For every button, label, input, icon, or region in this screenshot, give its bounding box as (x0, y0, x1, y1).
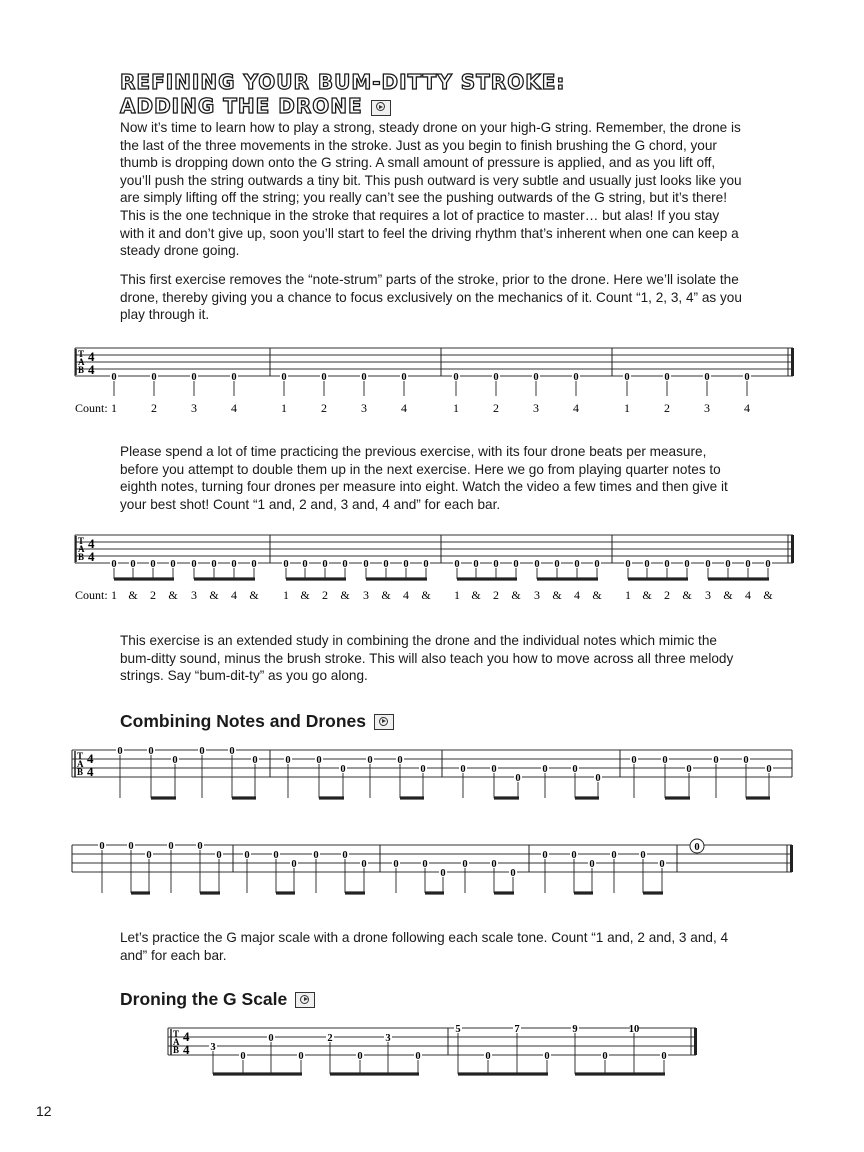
tab-clef-letter: A (78, 357, 85, 367)
beam (345, 891, 365, 894)
beam (200, 891, 220, 894)
tab-clef-letter: T (78, 349, 85, 359)
fret-number: 0 (571, 850, 577, 861)
count-symbol: 4 (403, 588, 409, 602)
tab-clef-letter: B (78, 552, 85, 562)
beam (131, 891, 150, 894)
count-number: 1 (281, 401, 287, 415)
fret-number: 0 (473, 559, 479, 570)
fret-number: 0 (393, 859, 399, 870)
fret-number: 0 (170, 559, 176, 570)
fret-number: 0 (493, 559, 499, 570)
fret-number: 0 (554, 559, 560, 570)
count-symbol: 1 (454, 588, 460, 602)
count-number: 2 (151, 401, 157, 415)
count-number: 4 (744, 401, 750, 415)
count-symbol: 2 (150, 588, 156, 602)
fret-number: 0 (624, 372, 630, 383)
count-symbol: & (592, 588, 602, 602)
final-bar-line (791, 348, 794, 376)
beam (575, 796, 599, 799)
beam (366, 577, 427, 580)
fret-number: 0 (704, 372, 710, 383)
count-symbol: & (381, 588, 391, 602)
fret-number: 0 (440, 868, 446, 879)
count-symbol: 2 (493, 588, 499, 602)
fret-number: 0 (401, 372, 407, 383)
tab-clef-letter: B (78, 365, 85, 375)
fret-number: 0 (252, 755, 258, 766)
count-number: 3 (361, 401, 367, 415)
fret-number: 0 (111, 372, 117, 383)
fret-number: 0 (493, 372, 499, 383)
count-symbol: 4 (574, 588, 580, 602)
time-signature-bottom: 4 (88, 362, 95, 377)
fret-number: 0 (99, 841, 105, 852)
droning-title: Droning the G Scale (120, 988, 315, 1010)
beam (458, 1072, 548, 1075)
fret-number: 0 (268, 1033, 274, 1044)
fret-number: 0 (231, 559, 237, 570)
count-symbol: & (340, 588, 350, 602)
fret-number: 9 (572, 1024, 578, 1035)
count-number: 4 (231, 401, 237, 415)
fret-number: 0 (542, 850, 548, 861)
fret-number: 0 (513, 559, 519, 570)
count-symbol: & (552, 588, 562, 602)
fret-number: 0 (625, 559, 631, 570)
count-number: 4 (573, 401, 579, 415)
time-signature-top: 4 (87, 751, 94, 766)
tab-clef-letter: B (77, 767, 84, 777)
fret-number: 0 (285, 755, 291, 766)
fret-number: 0 (664, 559, 670, 570)
time-signature-top: 4 (88, 536, 95, 551)
fret-number: 0 (150, 559, 156, 570)
fret-number: 0 (342, 850, 348, 861)
fret-number: 0 (117, 746, 123, 757)
count-number: 3 (704, 401, 710, 415)
fret-number: 0 (321, 372, 327, 383)
section-heading (120, 70, 565, 118)
fret-number: 0 (460, 764, 466, 775)
fret-number: 0 (397, 755, 403, 766)
count-symbol: & (168, 588, 178, 602)
fret-number: 10 (628, 1024, 640, 1035)
exercise1-intro: This first exercise removes the “note-strum” parts of the stroke, prior to the drone. Here we’ll isolate the drone, thereby giving you a chance to focus exclusively on the mechanics of it. Count “1, 2, 3, 4” as you play through it. (120, 272, 742, 323)
count-symbol: 1 (283, 588, 289, 602)
time-signature-top: 4 (183, 1029, 190, 1044)
fret-number: 0 (744, 372, 750, 383)
tab-clef-letter: A (173, 1037, 180, 1047)
final-bar-line (790, 845, 793, 872)
fret-number: 0 (281, 372, 287, 383)
fret-number: 0 (661, 1051, 667, 1062)
final-bar-line (791, 535, 794, 563)
beam (494, 796, 519, 799)
play-video-icon[interactable] (295, 992, 315, 1008)
count-symbol: 3 (534, 588, 540, 602)
fret-number: 0 (694, 842, 700, 853)
fret-number: 0 (766, 764, 772, 775)
fret-number: 0 (705, 559, 711, 570)
beam (286, 577, 346, 580)
heading-line-1: REFINING YOUR BUM-DITTY STROKE: (120, 70, 566, 94)
fret-number: 0 (664, 372, 670, 383)
tab-clef-letter: T (173, 1029, 180, 1039)
fret-number: 3 (385, 1033, 391, 1044)
fret-number: 0 (361, 859, 367, 870)
fret-number: 0 (602, 1051, 608, 1062)
play-video-icon[interactable] (374, 714, 394, 730)
fret-number: 0 (251, 559, 257, 570)
fret-number: 0 (662, 755, 668, 766)
fret-number: 0 (191, 559, 197, 570)
fret-number: 2 (327, 1033, 333, 1044)
count-symbol: 3 (363, 588, 369, 602)
beam (232, 796, 256, 799)
count-symbol: 3 (191, 588, 197, 602)
fret-number: 0 (342, 559, 348, 570)
count-symbol: & (763, 588, 773, 602)
fret-number: 0 (415, 1051, 421, 1062)
scale-intro: Let’s practice the G major scale with a drone following each scale tone. Count “1 and, 2 and, 3 and, 4 and” for each bar. (120, 930, 729, 963)
fret-number: 0 (229, 746, 235, 757)
time-signature-bottom: 4 (183, 1042, 190, 1057)
beam (665, 796, 690, 799)
beam (494, 891, 514, 894)
fret-number: 0 (533, 372, 539, 383)
tab-clef-letter: B (173, 1045, 180, 1055)
count-label: Count: (75, 401, 108, 415)
fret-number: 0 (594, 559, 600, 570)
count-symbol: 2 (322, 588, 328, 602)
drone-quarter-tab (70, 343, 800, 423)
combining-tab-line-1 (70, 742, 800, 804)
fret-number: 0 (573, 372, 579, 383)
count-symbol: & (723, 588, 733, 602)
fret-number: 0 (453, 372, 459, 383)
fret-number: 0 (216, 850, 222, 861)
fret-number: 0 (595, 773, 601, 784)
beam (319, 796, 344, 799)
count-symbol: 2 (664, 588, 670, 602)
fret-number: 0 (273, 850, 279, 861)
final-bar-line (694, 1028, 697, 1055)
fret-number: 0 (151, 372, 157, 383)
fret-number: 0 (534, 559, 540, 570)
fret-number: 0 (191, 372, 197, 383)
count-symbol: & (249, 588, 259, 602)
fret-number: 0 (574, 559, 580, 570)
fret-number: 0 (420, 764, 426, 775)
exercise2-intro: Please spend a lot of time practicing the previous exercise, with its four drone beats per measure, before you attempt to double them up in the next exercise. Here we go from playing quarter notes to eighth notes, turning four drones per measure into eight. Watch the video a few times and then give it your best shot! Count “1 and, 2 and, 3 and, 4 and” for each bar. (120, 444, 728, 512)
combining-tab-line-2 (70, 837, 800, 899)
fret-number: 0 (316, 755, 322, 766)
fret-number: 0 (491, 859, 497, 870)
fret-number: 0 (197, 841, 203, 852)
drone-eighth-tab (70, 530, 800, 610)
fret-number: 0 (313, 850, 319, 861)
fret-number: 0 (423, 559, 429, 570)
beam (457, 577, 517, 580)
play-video-icon[interactable] (371, 100, 391, 116)
tab-clef-letter: T (77, 751, 84, 761)
count-symbol: & (471, 588, 481, 602)
fret-number: 0 (322, 559, 328, 570)
fret-number: 0 (640, 850, 646, 861)
count-number: 1 (624, 401, 630, 415)
beam (194, 577, 255, 580)
count-label: Count: (75, 588, 108, 602)
fret-number: 0 (302, 559, 308, 570)
count-symbol: 4 (231, 588, 237, 602)
fret-number: 0 (199, 746, 205, 757)
fret-number: 0 (244, 850, 250, 861)
beam (643, 891, 663, 894)
count-number: 4 (401, 401, 407, 415)
fret-number: 0 (231, 372, 237, 383)
count-symbol: 1 (625, 588, 631, 602)
fret-number: 0 (725, 559, 731, 570)
count-symbol: & (300, 588, 310, 602)
fret-number: 0 (743, 755, 749, 766)
fret-number: 0 (745, 559, 751, 570)
beam (708, 577, 769, 580)
count-symbol: 3 (705, 588, 711, 602)
count-number: 1 (111, 401, 117, 415)
count-number: 2 (664, 401, 670, 415)
fret-number: 0 (589, 859, 595, 870)
beam (276, 891, 295, 894)
beam (151, 796, 176, 799)
count-number: 3 (533, 401, 539, 415)
beam (425, 891, 444, 894)
beam (746, 796, 770, 799)
page-number: 12 (36, 1103, 52, 1119)
fret-number: 7 (514, 1024, 520, 1035)
fret-number: 0 (128, 841, 134, 852)
fret-number: 0 (515, 773, 521, 784)
fret-number: 5 (455, 1024, 461, 1035)
tab-clef-letter: A (78, 544, 85, 554)
fret-number: 0 (462, 859, 468, 870)
fret-number: 0 (111, 559, 117, 570)
count-symbol: & (642, 588, 652, 602)
beam (213, 1072, 302, 1075)
count-symbol: 4 (745, 588, 751, 602)
fret-number: 0 (686, 764, 692, 775)
tab-clef-letter: A (77, 759, 84, 769)
beam (114, 577, 174, 580)
combining-title: Combining Notes and Drones (120, 710, 394, 732)
fret-number: 0 (130, 559, 136, 570)
fret-number: 0 (542, 764, 548, 775)
count-number: 2 (321, 401, 327, 415)
count-symbol: & (421, 588, 431, 602)
beam (575, 1072, 665, 1075)
g-scale-tab (160, 1020, 705, 1082)
fret-number: 0 (485, 1051, 491, 1062)
heading-line-2: ADDING THE DRONE (120, 94, 565, 118)
fret-number: 0 (491, 764, 497, 775)
fret-number: 0 (765, 559, 771, 570)
fret-number: 0 (357, 1051, 363, 1062)
count-number: 1 (453, 401, 459, 415)
intro-paragraph: Now it’s time to learn how to play a strong, steady drone on your high-G string. Remember, the drone is the last of the three movements in the stroke. Just as you begin to finish brushing the G chord, your thumb is dropping down onto the G string. A small amount of pressure is applied, and as you lift off, you’ll push the string outwards a tiny bit. This push outward is very subtle and usually just looks like you are simply lifting off the string; you really can’t see the pushing outwards of the G string, but it’s there! This is the one technique in the stroke that requires a lot of practice to master… but alas! If you stay with it and don’t give up, soon you’ll start to feel the driving rhythm that’s inherent when one can keep a steady drone going. (120, 120, 742, 259)
fret-number: 0 (361, 372, 367, 383)
beam (330, 1072, 419, 1075)
fret-number: 0 (684, 559, 690, 570)
fret-number: 0 (211, 559, 217, 570)
tab-clef-letter: T (78, 536, 85, 546)
fret-number: 0 (713, 755, 719, 766)
fret-number: 0 (283, 559, 289, 570)
fret-number: 0 (367, 755, 373, 766)
fret-number: 0 (146, 850, 152, 861)
count-symbol: 1 (111, 588, 117, 602)
count-symbol: & (511, 588, 521, 602)
count-number: 3 (191, 401, 197, 415)
count-number: 2 (493, 401, 499, 415)
time-signature-top: 4 (88, 349, 95, 364)
fret-number: 0 (454, 559, 460, 570)
fret-number: 0 (340, 764, 346, 775)
fret-number: 0 (644, 559, 650, 570)
fret-number: 3 (210, 1042, 216, 1053)
fret-number: 0 (422, 859, 428, 870)
time-signature-bottom: 4 (88, 549, 95, 564)
fret-number: 0 (611, 850, 617, 861)
fret-number: 0 (510, 868, 516, 879)
time-signature-bottom: 4 (87, 764, 94, 779)
fret-number: 0 (172, 755, 178, 766)
beam (400, 796, 424, 799)
beam (537, 577, 598, 580)
fret-number: 0 (403, 559, 409, 570)
fret-number: 0 (383, 559, 389, 570)
fret-number: 0 (631, 755, 637, 766)
fret-number: 0 (572, 764, 578, 775)
fret-number: 0 (148, 746, 154, 757)
count-symbol: & (128, 588, 138, 602)
fret-number: 0 (544, 1051, 550, 1062)
count-symbol: & (209, 588, 219, 602)
fret-number: 0 (168, 841, 174, 852)
fret-number: 0 (298, 1051, 304, 1062)
beam (628, 577, 688, 580)
exercise3-intro: This exercise is an extended study in combining the drone and the individual notes which mimic the bum-ditty sound, minus the brush stroke. This will also teach you how to move across all three melody strings. Say “bum-dit-ty” as you go along. (120, 633, 734, 684)
fret-number: 0 (363, 559, 369, 570)
fret-number: 0 (659, 859, 665, 870)
beam (574, 891, 593, 894)
fret-number: 0 (291, 859, 297, 870)
count-symbol: & (682, 588, 692, 602)
fret-number: 0 (240, 1051, 246, 1062)
